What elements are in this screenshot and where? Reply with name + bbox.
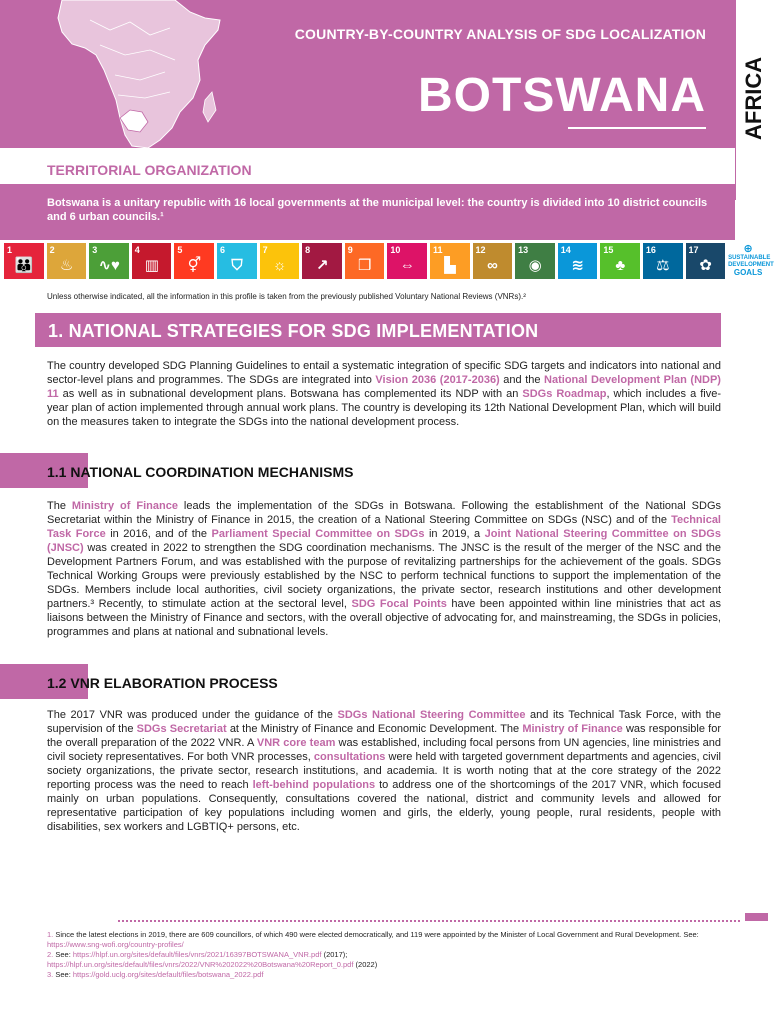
- sdg-17-tile: [686, 243, 726, 279]
- footnote-2-link-2017[interactable]: https://hlpf.un.org/sites/default/files/vnrs/2021/16397BOTSWANA_VNR.pdf: [72, 950, 322, 959]
- sdg-logo-line3: GOALS: [733, 268, 763, 277]
- sdg-9-tile: [345, 243, 385, 279]
- sdg-11-number: 11: [432, 245, 443, 255]
- highlighted-term: consultations: [313, 751, 386, 763]
- sdg-12-number: 12: [475, 245, 486, 255]
- equality-icon: ⇔: [399, 257, 415, 274]
- sdg-logo: [728, 243, 774, 279]
- paragraph-text: The country developed SDG Planning Guidelines to entail a systematic integration of specific SDG targets and indicators into national and sector-level plans and programmes. The SDGs are integrated into: [47, 360, 721, 386]
- sdg-7-number: 7: [262, 245, 268, 255]
- un-emblem-icon: ⊕: [743, 243, 753, 255]
- sdg-9-number: 9: [347, 245, 353, 255]
- subsection-1-1-paragraph: [47, 499, 721, 639]
- paragraph-text: have been appointed within line ministries that act as liaisons between the Ministry of Finance and sectors, with the overall objective of advocating for, and mainstreaming, the SDGs in policies, programmes and plans at national and subnational levels.: [47, 598, 721, 638]
- territorial-text: Botswana is a unitary republic with 16 local governments at the municipal level: the country is divided into 10 district councils and 6 urban councils.¹: [47, 197, 708, 223]
- footnote-2: 2. See: https://hlpf.un.org/sites/default/files/vnrs/2021/16397BOTSWANA_VNR.pdf (2017); https://hlpf.un.org/sites/default/files/vnrs/2022/VNR%202022%20Botswana%20Report_0.pdf (2022): [47, 950, 378, 969]
- highlighted-term: VNR core team: [256, 737, 336, 749]
- sdg-11-tile: [430, 243, 470, 279]
- sdg-2-number: 2: [49, 245, 55, 255]
- footnote-2-link-2022[interactable]: https://hlpf.un.org/sites/default/files/vnrs/2022/VNR%202022%20Botswana%20Report_0.pdf: [47, 960, 354, 969]
- heartbeat-icon: ∿♥: [98, 257, 120, 274]
- section-1-paragraph: [47, 359, 721, 429]
- highlighted-term: SDGs National Steering Committee: [337, 709, 526, 721]
- sdg-6-tile: [217, 243, 257, 279]
- footnote-3-link[interactable]: https://gold.uclg.org/sites/default/files/botswana_2022.pdf: [72, 970, 264, 979]
- sdg-7-tile: [260, 243, 300, 279]
- sdg-icon-row: [4, 243, 774, 279]
- section-1-banner: [35, 313, 721, 347]
- subsection-1-1-heading: 1.1 NATIONAL COORDINATION MECHANISMS: [47, 464, 354, 480]
- footnote-3: 3. See: https://gold.uclg.org/sites/default/files/botswana_2022.pdf: [47, 970, 264, 979]
- intro-note: Unless otherwise indicated, all the information in this profile is taken from the previously published Voluntary National Reviews (VNRs).²: [47, 292, 526, 301]
- sdg-10-tile: [387, 243, 427, 279]
- paragraph-text: and its Technical Task Force, with the supervision of the: [47, 709, 722, 735]
- paragraph-text: to address one of the shortcomings of the 2017 VNR, which focused mainly on urban populations. Consequently, consultations covered the national, district and community levels and allowed for representative participation of key populations including women and girls, the elderly, young people, rural residents, people with disabilities, sex workers and LGBTIQ+ persons, etc.: [47, 779, 721, 833]
- sdg-16-tile: [643, 243, 683, 279]
- sdg-8-tile: [302, 243, 342, 279]
- region-tab-label-wrap: [741, 56, 766, 140]
- highlighted-term: Ministry of Finance: [522, 723, 623, 735]
- africa-map-graphic: [0, 0, 260, 148]
- paragraph-text: in 2019, a: [424, 528, 485, 540]
- eye-icon: ◉: [528, 257, 542, 274]
- paragraph-text: as well as in subnational development plans. Botswana has complemented its NDP with an: [58, 388, 523, 400]
- sdg-14-tile: [558, 243, 598, 279]
- highlighted-term: Parliament Special Committee on SDGs: [211, 528, 425, 540]
- sdg-15-tile: [600, 243, 640, 279]
- paragraph-text: was created in 2022 to strengthen the SDG coordination mechanisms. The JNSC is the result of the merger of the NSC and the Development Partners Forum, and was established with the purpose of revitalizing partnerships for the achievement of the goals. SDGs Technical Working Groups were previously established by the NSC to perform technical functions to support the implementation of the SDGs. Members include local authorities, civil society organizations, the private sector, research institutions and other development partners.³ Recently, to stimulate action at the sectoral level,: [47, 542, 721, 610]
- city-icon: ▙: [444, 257, 456, 274]
- cubes-icon: ❒: [358, 257, 372, 274]
- sdg-16-number: 16: [645, 245, 656, 255]
- footnote-1-link[interactable]: https://www.sng-wofi.org/country-profiles/: [47, 940, 184, 949]
- gender-icon: ⚥: [187, 257, 202, 274]
- region-tab-label: AFRICA: [741, 56, 766, 140]
- paragraph-text: in 2016, and of the: [105, 528, 212, 540]
- territorial-heading-box: [35, 152, 507, 184]
- highlighted-term: Vision 2036 (2017-2036): [375, 374, 500, 386]
- territorial-heading: TERRITORIAL ORGANIZATION: [47, 162, 252, 178]
- highlighted-term: Joint National Steering Committee on SDGs (JNSC): [47, 528, 721, 554]
- sdg-4-number: 4: [134, 245, 140, 255]
- sdg-6-number: 6: [219, 245, 225, 255]
- subsection-1-2-paragraph: [47, 708, 721, 834]
- fish-icon: ≋: [571, 257, 584, 274]
- sdg-13-tile: [515, 243, 555, 279]
- sdg-13-number: 13: [518, 245, 529, 255]
- growth-chart-icon: ↗: [315, 257, 329, 274]
- dove-icon: ⚖: [656, 257, 670, 274]
- sdg-logo-line1: SUSTAINABLE: [728, 255, 771, 261]
- header-subtitle: COUNTRY-BY-COUNTRY ANALYSIS OF SDG LOCALIZATION: [294, 26, 706, 42]
- sdg-15-number: 15: [603, 245, 614, 255]
- highlighted-term: SDG Focal Points: [351, 598, 447, 610]
- sdg-1-number: 1: [7, 245, 13, 255]
- sdg-1-tile: [4, 243, 44, 279]
- sdg-4-tile: [132, 243, 172, 279]
- sdg-3-number: 3: [92, 245, 98, 255]
- infinity-icon: ∞: [487, 257, 498, 274]
- title-underline: [568, 127, 706, 129]
- sdg-5-number: 5: [177, 245, 183, 255]
- paragraph-text: was responsible for the overall preparation of the 2022 VNR. A: [47, 723, 721, 749]
- sdg-17-number: 17: [688, 245, 699, 255]
- sun-icon: ☼: [272, 257, 287, 274]
- water-icon: ⛉: [231, 257, 243, 274]
- footnotes: [47, 930, 721, 980]
- sdg-12-tile: [473, 243, 513, 279]
- highlighted-term: SDGs Roadmap: [522, 388, 607, 400]
- highlighted-term: Technical Task Force: [47, 514, 721, 540]
- flower-icon: ✿: [699, 257, 712, 274]
- sdg-2-tile: [47, 243, 87, 279]
- book-icon: ▥: [144, 257, 159, 274]
- paragraph-text: The 2017 VNR was produced under the guidance of the: [47, 709, 338, 721]
- sdg-10-number: 10: [390, 245, 401, 255]
- paragraph-text: at the Ministry of Finance and Economic Development. The: [226, 723, 523, 735]
- sdg-5-tile: [174, 243, 214, 279]
- highlighted-term: SDGs Secretariat: [136, 723, 227, 735]
- highlighted-term: National Development Plan (NDP) 11: [47, 374, 721, 400]
- sdg-3-tile: [89, 243, 129, 279]
- sdg-8-number: 8: [305, 245, 311, 255]
- highlighted-term: Ministry of Finance: [71, 500, 178, 512]
- section-1-heading: 1. NATIONAL STRATEGIES FOR SDG IMPLEMENTATION: [48, 321, 539, 341]
- paragraph-text: , which includes a five-year plan of action implemented through annual work plans. The country is developing its 12th National Development Plan, which will build on the measures taken to integrate the SDGs into the national development process.: [47, 388, 721, 428]
- subsection-1-2-heading: 1.2 VNR ELABORATION PROCESS: [47, 675, 278, 691]
- footnote-divider: [118, 920, 740, 922]
- paragraph-text: leads the implementation of the SDGs in Botswana. Following the establishment of the National SDGs Secretariat within the Ministry of Finance in 2015, the creation of a National Steering Committee on SDGs (NSC) and of the: [47, 500, 721, 526]
- sdg-14-number: 14: [560, 245, 571, 255]
- bowl-icon: ♨: [59, 257, 74, 274]
- paragraph-text: The: [47, 500, 72, 512]
- sdg-logo-line2: DEVELOPMENT: [728, 262, 774, 268]
- paragraph-text: were held with targeted government departments and agencies, civil society organizations, the private sector, research institutions, and academia. It is worth noting that at the core strategy of the 2022 reporting process was the need to reach: [47, 751, 721, 791]
- family-icon: 👪: [14, 257, 34, 274]
- paragraph-text: and the: [499, 374, 545, 386]
- country-title: BOTSWANA: [418, 69, 706, 122]
- paragraph-text: was established, including focal persons from UN agencies, line ministries and civil society representatives. For both VNR processes,: [47, 737, 721, 763]
- tree-icon: ♣: [615, 257, 626, 274]
- footer-accent-bar: [745, 913, 768, 921]
- highlighted-term: left-behind populations: [252, 779, 376, 791]
- footnote-1: 1. Since the latest elections in 2019, there are 609 councillors, of which 490 were elected democratically, and 119 were appointed by the Minister of Local Government and Rural Development. See: https://www.sng-wofi.org/country-profiles/: [47, 930, 699, 949]
